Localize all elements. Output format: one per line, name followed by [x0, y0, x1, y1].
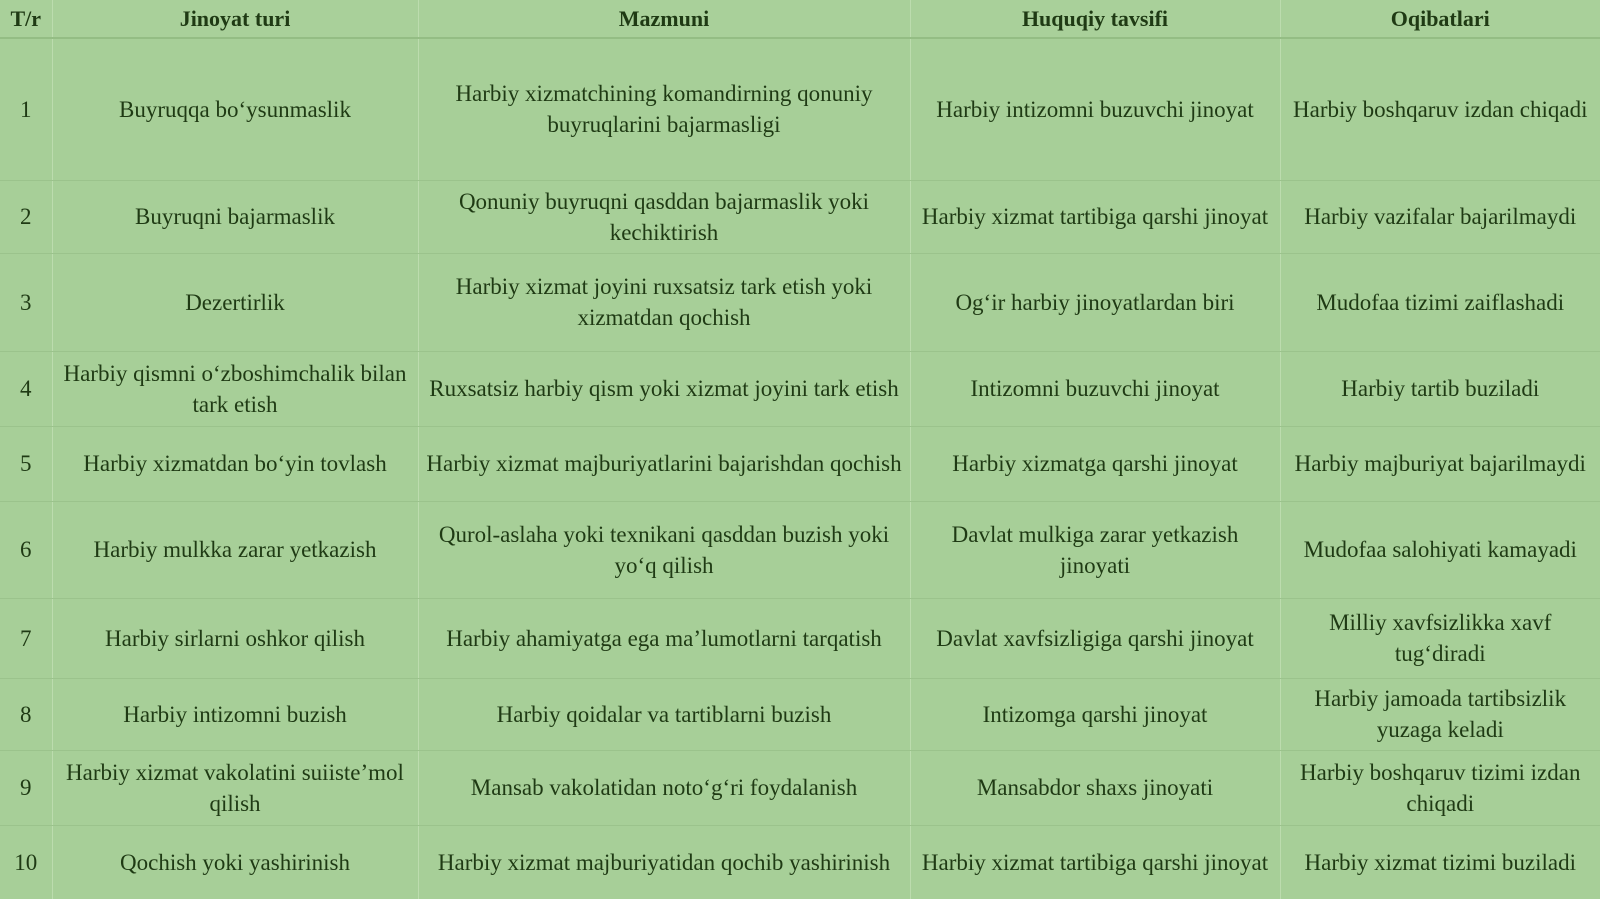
- header-legal-description: Huquqiy tavsifi: [910, 0, 1280, 38]
- consequence-cell: Mudofaa tizimi zaiflashadi: [1280, 253, 1600, 351]
- crime-type-cell: Harbiy intizomni buzish: [52, 678, 418, 750]
- table-row: [0, 678, 1600, 750]
- row-number: 3: [0, 253, 52, 351]
- consequence-cell: Harbiy jamoada tartibsizlik yuzaga keladi: [1280, 678, 1600, 750]
- crime-type-cell: Harbiy xizmat vakolatini suiiste’mol qilish: [52, 750, 418, 825]
- crime-type-cell: Dezertirlik: [52, 253, 418, 351]
- header-consequences: Oqibatlari: [1280, 0, 1600, 38]
- content-cell: Harbiy qoidalar va tartiblarni buzish: [418, 678, 910, 750]
- content-cell: Mansab vakolatidan noto‘g‘ri foydalanish: [418, 750, 910, 825]
- content-cell: Harbiy xizmat majburiyatidan qochib yashirinish: [418, 825, 910, 899]
- table-row: [0, 38, 1600, 180]
- consequence-cell: Mudofaa salohiyati kamayadi: [1280, 501, 1600, 598]
- content-cell: Harbiy xizmat joyini ruxsatsiz tark etish yoki xizmatdan qochish: [418, 253, 910, 351]
- content-cell: Harbiy xizmatchining komandirning qonuniy buyruqlarini bajarmasligi: [418, 38, 910, 180]
- consequence-cell: Milliy xavfsizlikka xavf tug‘diradi: [1280, 598, 1600, 678]
- legal-description-cell: Intizomga qarshi jinoyat: [910, 678, 1280, 750]
- row-number: 5: [0, 426, 52, 501]
- consequence-cell: Harbiy boshqaruv tizimi izdan chiqadi: [1280, 750, 1600, 825]
- row-number: 7: [0, 598, 52, 678]
- row-number: 2: [0, 180, 52, 253]
- crime-type-cell: Harbiy mulkka zarar yetkazish: [52, 501, 418, 598]
- legal-description-cell: Mansabdor shaxs jinoyati: [910, 750, 1280, 825]
- header-crime-type: Jinoyat turi: [52, 0, 418, 38]
- legal-description-cell: Davlat mulkiga zarar yetkazish jinoyati: [910, 501, 1280, 598]
- table-row: [0, 351, 1600, 426]
- legal-description-cell: Harbiy intizomni buzuvchi jinoyat: [910, 38, 1280, 180]
- content-cell: Ruxsatsiz harbiy qism yoki xizmat joyini tark etish: [418, 351, 910, 426]
- content-cell: Qurol-aslaha yoki texnikani qasddan buzish yoki yo‘q qilish: [418, 501, 910, 598]
- table-row: [0, 253, 1600, 351]
- consequence-cell: Harbiy majburiyat bajarilmaydi: [1280, 426, 1600, 501]
- content-cell: Harbiy ahamiyatga ega ma’lumotlarni tarqatish: [418, 598, 910, 678]
- crime-type-cell: Qochish yoki yashirinish: [52, 825, 418, 899]
- crime-type-cell: Buyruqqa bo‘ysunmaslik: [52, 38, 418, 180]
- crime-type-cell: Harbiy xizmatdan bo‘yin tovlash: [52, 426, 418, 501]
- row-number: 8: [0, 678, 52, 750]
- row-number: 6: [0, 501, 52, 598]
- table-row: [0, 180, 1600, 253]
- legal-description-cell: Harbiy xizmat tartibiga qarshi jinoyat: [910, 825, 1280, 899]
- legal-description-cell: Og‘ir harbiy jinoyatlardan biri: [910, 253, 1280, 351]
- legal-description-cell: Davlat xavfsizligiga qarshi jinoyat: [910, 598, 1280, 678]
- row-number: 1: [0, 38, 52, 180]
- table-row: [0, 825, 1600, 899]
- consequence-cell: Harbiy xizmat tizimi buziladi: [1280, 825, 1600, 899]
- header-number: T/r: [0, 0, 52, 38]
- crime-type-cell: Harbiy sirlarni oshkor qilish: [52, 598, 418, 678]
- legal-description-cell: Harbiy xizmat tartibiga qarshi jinoyat: [910, 180, 1280, 253]
- row-number: 4: [0, 351, 52, 426]
- legal-description-cell: Harbiy xizmatga qarshi jinoyat: [910, 426, 1280, 501]
- legal-description-cell: Intizomni buzuvchi jinoyat: [910, 351, 1280, 426]
- content-cell: Harbiy xizmat majburiyatlarini bajarishdan qochish: [418, 426, 910, 501]
- row-number: 10: [0, 825, 52, 899]
- header-content: Mazmuni: [418, 0, 910, 38]
- row-number: 9: [0, 750, 52, 825]
- table-row: [0, 750, 1600, 825]
- table-row: [0, 426, 1600, 501]
- table-row: [0, 598, 1600, 678]
- header-row: [0, 0, 1600, 38]
- crime-type-cell: Harbiy qismni o‘zboshimchalik bilan tark etish: [52, 351, 418, 426]
- consequence-cell: Harbiy tartib buziladi: [1280, 351, 1600, 426]
- table-row: [0, 501, 1600, 598]
- consequence-cell: Harbiy boshqaruv izdan chiqadi: [1280, 38, 1600, 180]
- content-cell: Qonuniy buyruqni qasddan bajarmaslik yoki kechiktirish: [418, 180, 910, 253]
- crime-type-cell: Buyruqni bajarmaslik: [52, 180, 418, 253]
- consequence-cell: Harbiy vazifalar bajarilmaydi: [1280, 180, 1600, 253]
